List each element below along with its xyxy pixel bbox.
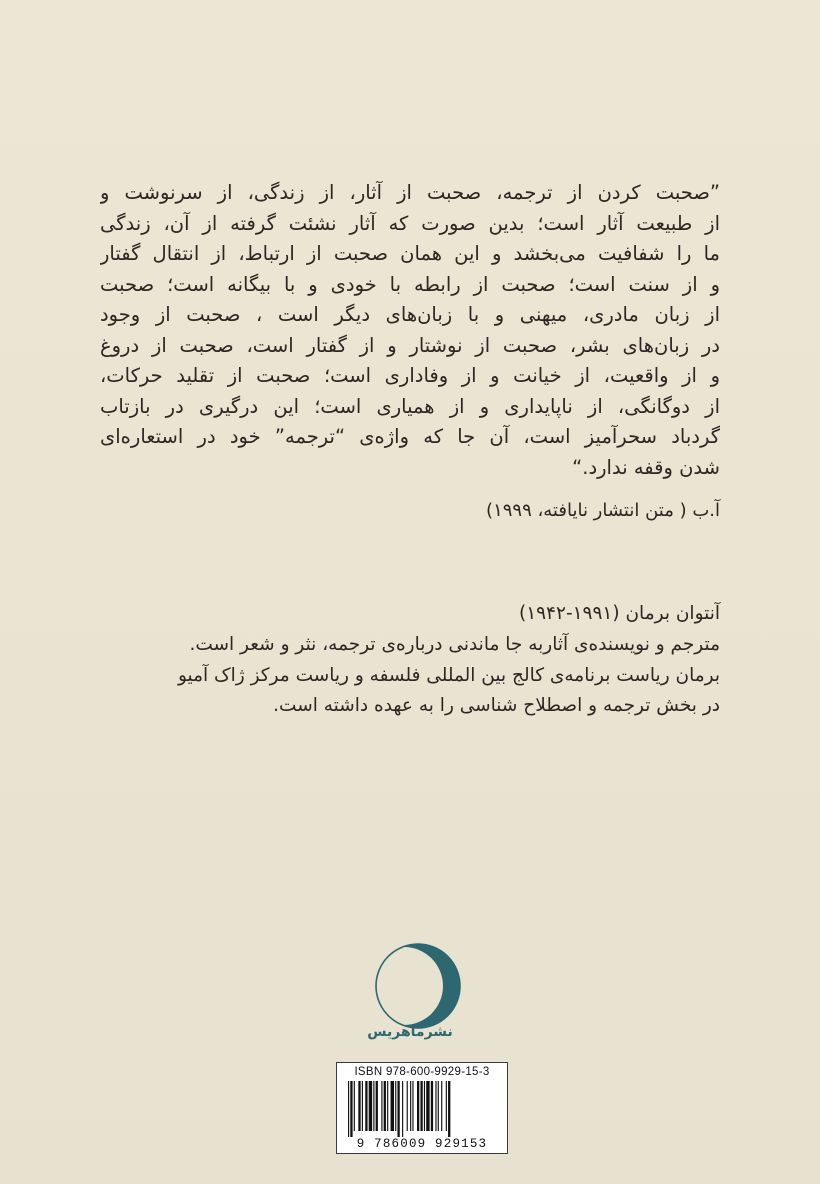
quote-line: در زبان‌های بشر، صحبت از نوشتار و از گفتار است، صحبت از دروغ — [100, 333, 720, 357]
barcode-bar — [426, 1081, 429, 1131]
barcode-bar — [431, 1081, 433, 1131]
barcode-bar — [424, 1081, 425, 1131]
barcode-bar — [397, 1081, 399, 1137]
quote-line: از طبیعت آثار است؛ بدین صورت که آثار نشئت گرفته از آن، زندگی — [100, 211, 720, 235]
quote-line: و از واقعیت، از خیانت و از وفاداری است؛ صحبت از تقلید حرکات، — [100, 364, 720, 387]
isbn-label: ISBN 978-600-9929-15-3 — [354, 1066, 490, 1078]
barcode-bar — [448, 1081, 450, 1137]
quote-line: ما را شفافیت می‌بخشد و این همان صحبت از ارتباط، از انتقال گفتار — [100, 242, 720, 265]
barcode-bar — [441, 1081, 442, 1131]
barcode-bar — [376, 1081, 378, 1131]
barcode-bar — [365, 1081, 367, 1131]
barcode-bar — [417, 1081, 419, 1131]
barcode-bar — [362, 1081, 363, 1131]
barcode-bar — [348, 1081, 349, 1137]
barcode-bar — [358, 1081, 360, 1131]
quote-line: از زبان مادری، میهنی و با زبان‌های دیگر است ، صحبت از وجود — [100, 303, 720, 326]
quote-line: از دوگانگی، از ناپایداری و از همیاری است؛ این درگیری در بازتاب — [100, 394, 720, 418]
barcode-bar — [354, 1081, 355, 1131]
barcode-bar — [395, 1081, 396, 1131]
quote-line: ”صحبت کردن از ترجمه، صحبت از آثار، از زندگی، از سرنوشت و — [100, 181, 720, 204]
barcode-bar — [387, 1081, 388, 1131]
barcode-bar — [446, 1081, 447, 1131]
barcode-bar — [373, 1081, 374, 1131]
quote-block — [100, 178, 720, 525]
barcode-digits: 9 786009 929153 — [356, 1137, 488, 1151]
author-name: آنتوان برمان (۱۹۹۱-۱۹۴۲) — [518, 603, 720, 624]
author-bio — [100, 598, 720, 722]
quote-line: گردباد سحرآمیز است، آن جا که واژه‌ی “ترجمه” خود در استعاره‌ای — [100, 425, 720, 448]
bio-line: مترجم و نویسنده‌ی آثاربه جا ماندنی درباره‌ی ترجمه، نثر و شعر است. — [189, 634, 720, 655]
barcode-bar — [369, 1081, 372, 1131]
quote-attribution: آ.ب ( متن انتشار نایافته، ۱۹۹۹) — [486, 500, 720, 521]
barcode-bar — [410, 1081, 411, 1131]
barcode-bar — [407, 1081, 408, 1131]
quote-line: شدن وقفه ندارد.“ — [572, 455, 720, 479]
barcode-bar — [402, 1081, 403, 1137]
crescent-moon-circle-icon — [372, 940, 464, 1032]
barcode-bar — [350, 1081, 352, 1137]
barcode-bar — [438, 1081, 439, 1131]
bio-line: در بخش ترجمه و اصطلاح شناسی را به عهده داشته است. — [273, 695, 720, 716]
isbn-barcode-box — [336, 1062, 508, 1154]
barcode-bar — [391, 1081, 394, 1131]
bio-line: برمان ریاست برنامه‌ی کالج بین المللی فلسفه و ریاست مرکز ژاک آمیو — [177, 664, 720, 686]
barcode-bar — [381, 1081, 382, 1131]
quote-line: و از سنت است؛ صحبت از رابطه با خودی و با بیگانه است؛ صحبت — [100, 272, 720, 296]
barcode-icon — [345, 1081, 501, 1137]
barcode-bar — [420, 1081, 422, 1131]
barcode-bar — [412, 1081, 413, 1131]
barcode-bar — [384, 1081, 386, 1131]
barcode-bar — [435, 1081, 436, 1131]
publisher-logo-text: نشرماهریس — [367, 1024, 453, 1040]
